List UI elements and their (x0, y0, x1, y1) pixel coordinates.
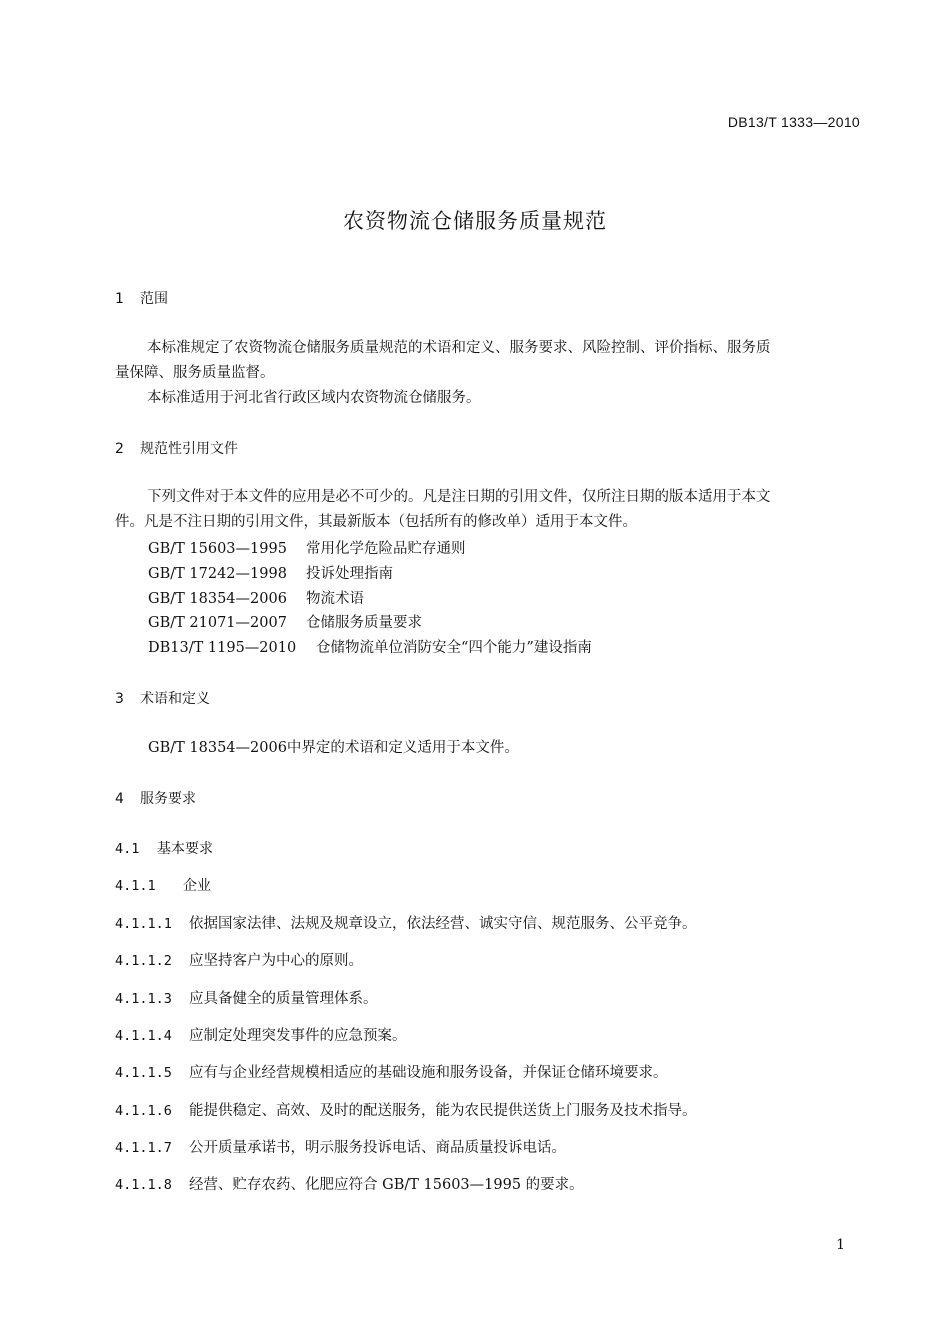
reference-item (148, 611, 422, 632)
clause-text: 应具备健全的质量管理体系。 (189, 991, 378, 1007)
reference-title: 仓储物流单位消防安全“四个能力”建设指南 (316, 640, 592, 656)
paragraph-line: 本标准规定了农资物流仓储服务质量规范的术语和定义、服务要求、风险控制、评价指标、服务质 (147, 340, 771, 356)
section-heading-1 (115, 288, 168, 308)
reference-item (148, 562, 393, 583)
reference-title: 仓储服务质量要求 (306, 615, 422, 631)
subsection-number: 4.1.1 (115, 878, 156, 894)
section-number: 3 (115, 691, 124, 707)
subsection-number: 4.1 (115, 841, 140, 857)
section-title: 术语和定义 (140, 691, 210, 707)
subsection-heading-4-1-1 (115, 875, 211, 895)
reference-code: GB/T 17242—1998 (148, 566, 287, 582)
section-3-paragraph-1: GB/T 18354—2006中界定的术语和定义适用于本文件。 (148, 740, 519, 756)
clause-item (115, 1061, 668, 1082)
paragraph-line: 件。凡是不注日期的引用文件，其最新版本（包括所有的修改单）适用于本文件。 (115, 514, 637, 530)
subsection-heading-4-1 (115, 838, 213, 858)
clause-number: 4.1.1.8 (115, 1177, 172, 1193)
paragraph-line: 下列文件对于本文件的应用是必不可少的。凡是注日期的引用文件，仅所注日期的版本适用于本文 (147, 489, 771, 505)
reference-title: 物流术语 (306, 591, 364, 607)
clause-number: 4.1.1.4 (115, 1028, 172, 1044)
clause-number: 4.1.1.1 (115, 916, 172, 932)
document-code: DB13/T 1333—2010 (727, 114, 860, 130)
section-2-paragraph-1 (115, 485, 860, 535)
section-title: 服务要求 (140, 791, 196, 807)
reference-code: DB13/T 1195—2010 (148, 640, 297, 656)
reference-title: 常用化学危险品贮存通则 (306, 541, 466, 557)
subsection-title: 基本要求 (157, 841, 213, 857)
clause-text: 应坚持客户为中心的原则。 (189, 953, 363, 969)
section-1-paragraph-2: 本标准适用于河北省行政区域内农资物流仓储服务。 (147, 390, 481, 406)
section-heading-3 (115, 688, 210, 708)
clause-number: 4.1.1.2 (115, 953, 172, 969)
clause-item (115, 987, 378, 1008)
section-heading-4 (115, 788, 196, 808)
reference-item (148, 636, 592, 657)
reference-item (148, 537, 466, 558)
section-number: 2 (115, 441, 124, 457)
clause-number: 4.1.1.3 (115, 991, 172, 1007)
clause-text: 应制定处理突发事件的应急预案。 (189, 1028, 407, 1044)
page-number: 1 (836, 1237, 845, 1253)
clause-item (115, 1173, 584, 1194)
clause-item (115, 949, 363, 970)
section-number: 1 (115, 291, 124, 307)
section-number: 4 (115, 791, 124, 807)
reference-item (148, 587, 364, 608)
clause-text: 应有与企业经营规模相适应的基础设施和服务设备，并保证仓储环境要求。 (189, 1065, 668, 1081)
reference-code: GB/T 21071—2007 (148, 615, 287, 631)
section-heading-2 (115, 438, 238, 458)
clause-item (115, 912, 697, 933)
section-title: 范围 (140, 291, 168, 307)
document-title: 农资物流仓储服务质量规范 (343, 209, 607, 233)
section-title: 规范性引用文件 (140, 441, 238, 457)
clause-text: 能提供稳定、高效、及时的配送服务，能为农民提供送货上门服务及技术指导。 (189, 1103, 697, 1119)
clause-item (115, 1136, 566, 1157)
clause-text: 公开质量承诺书，明示服务投诉电话、商品质量投诉电话。 (189, 1140, 566, 1156)
paragraph-line: 量保障、服务质量监督。 (115, 365, 275, 381)
reference-title: 投诉处理指南 (306, 566, 393, 582)
subsection-title: 企业 (183, 878, 211, 894)
clause-item (115, 1099, 697, 1120)
clause-text: 经营、贮存农药、化肥应符合 GB/T 15603—1995 的要求。 (189, 1177, 584, 1193)
clause-number: 4.1.1.7 (115, 1140, 172, 1156)
reference-code: GB/T 18354—2006 (148, 591, 287, 607)
section-1-paragraph-1 (115, 336, 860, 411)
clause-number: 4.1.1.6 (115, 1103, 172, 1119)
clause-number: 4.1.1.5 (115, 1065, 172, 1081)
clause-item (115, 1024, 407, 1045)
clause-text: 依据国家法律、法规及规章设立，依法经营、诚实守信、规范服务、公平竞争。 (189, 916, 697, 932)
reference-code: GB/T 15603—1995 (148, 541, 287, 557)
